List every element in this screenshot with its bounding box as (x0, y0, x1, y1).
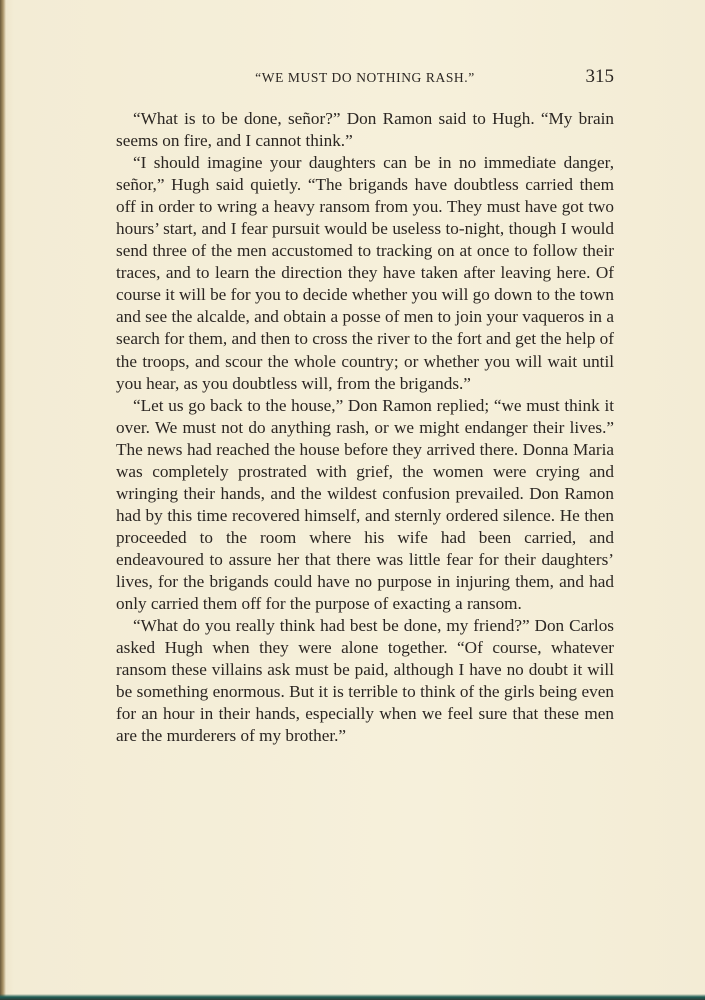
paragraph: “What do you really think had best be done, my friend?” Don Carlos asked Hugh when they were alone together. “Of course, whatever ransom these villains ask must be paid, although I have no doubt it will be something enormous. But it is terrible to think of the girls being even for an hour in their hands, especially when we feel sure that these men are the murderers of my brother.” (116, 616, 614, 746)
paragraph: “What is to be done, señor?” Don Ramon said to Hugh. “My brain seems on fire, and I cannot think.” (116, 109, 614, 151)
running-header (116, 66, 614, 90)
running-title: “WE MUST DO NOTHING RASH.” (255, 70, 475, 85)
page-spine-edge (0, 0, 6, 1000)
paragraph: “Let us go back to the house,” Don Ramon replied; “we must think it over. We must not do anything rash, or we might endanger their lives.” The news had reached the house before they arrived there. Donna Maria was completely prostrated with grief, the women were crying and wringing their hands, and the wildest confusion prevailed. Don Ramon had by this time recovered himself, and sternly ordered silence. He then proceeded to the room where his wife had been carried, and endeavoured to assure her that there was little fear for their daughters’ lives, for the brigands could have no purpose in injuring them, and had only carried them off for the purpose of exacting a ransom. (116, 395, 614, 614)
page-number: 315 (585, 66, 614, 87)
page-bottom-edge (0, 994, 705, 1000)
paragraph: “I should imagine your daughters can be in no immediate danger, señor,” Hugh said quietly. “The brigands have doubtless carried them off in order to wring a heavy ransom from you. They must have got two hours’ start, and I fear pursuit would be useless to-night, though I would send three of the men accustomed to tracking on at once to follow their traces, and to learn the direction they have taken after leaving here. Of course it will be for you to decide whether you will go down to the town and see the alcalde, and obtain a posse of men to join your vaqueros in a search for them, and then to cross the river to the fort and get the help of the troops, and scour the whole country; or whether you will wait until you hear, as you doubtless will, from the brigands.” (116, 153, 614, 393)
body-text (116, 108, 614, 747)
